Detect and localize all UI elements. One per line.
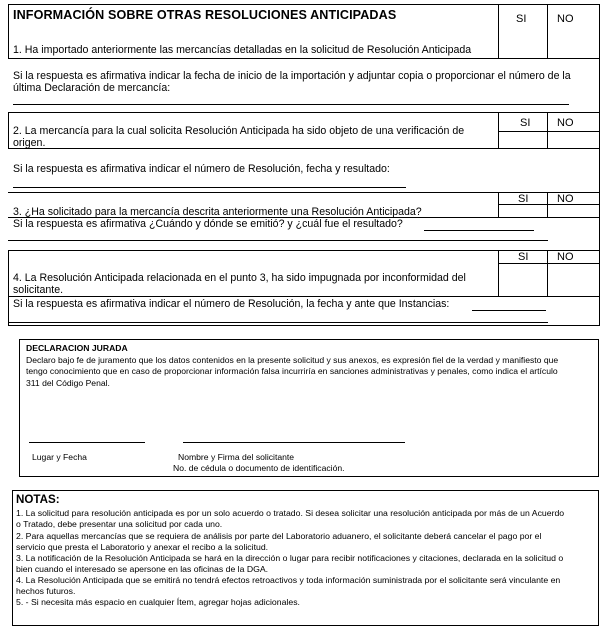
si-label-3[interactable]: SI [518, 193, 529, 205]
cedula-label: No. de cédula o documento de identificación. [173, 463, 345, 473]
answer-line-2[interactable] [13, 187, 406, 188]
answer-line-1[interactable] [13, 104, 569, 105]
answer-line-3a[interactable] [424, 230, 534, 231]
question-1-follow-up-2: última Declaración de mercancía: [13, 82, 171, 94]
answer-line-4a[interactable] [472, 310, 546, 311]
question-1-follow-up: Si la respuesta es afirmativa indicar la fecha de inicio de la importación y adjuntar copia o proporcionar el número de la [13, 70, 571, 82]
nota-line: 4. La Resolución Anticipada que se emitirá no tendrá efectos retroactivos y toda información suministrada por el solicitante será vinculante en [16, 575, 561, 585]
notas-title: NOTAS: [16, 493, 60, 506]
nota-line: 5. - Si necesita más espacio en cualquier Ítem, agregar hojas adicionales. [16, 597, 300, 607]
answer-line-3b[interactable] [8, 240, 548, 241]
si-header: SI [516, 13, 527, 25]
question-4-line-2: solicitante. [13, 284, 64, 296]
declaracion-text-2: tengo conocimiento que en caso de proporcionar información falsa incurriría en sanciones administrativas y penales, como indica el artículo [26, 366, 558, 376]
no-label-4[interactable]: NO [557, 251, 574, 263]
declaracion-text-3: 311 del Código Penal. [26, 378, 110, 388]
question-4: 4. La Resolución Anticipada relacionada en el punto 3, ha sido impugnada por inconformidad del [13, 272, 466, 284]
no-label-3[interactable]: NO [557, 193, 574, 205]
question-1: 1. Ha importado anteriormente las mercancías detalladas en la solicitud de Resolución Anticipada [13, 44, 472, 56]
nota-line: bien cuando el interesado se apersone en las oficinas de la DGA. [16, 564, 269, 574]
si-label-2[interactable]: SI [520, 117, 531, 129]
section-title: INFORMACIÓN SOBRE OTRAS RESOLUCIONES ANTICIPADAS [13, 8, 397, 22]
nota-line: hechos futuros. [16, 586, 76, 596]
declaracion-title: DECLARACION JURADA [26, 343, 128, 353]
nota-line: o Tratado, debe presentar una solicitud por cada uno. [16, 519, 223, 529]
answer-line-4b[interactable] [8, 322, 548, 323]
lugar-fecha-label: Lugar y Fecha [32, 452, 87, 462]
question-2-line-2: origen. [13, 137, 46, 149]
question-3: 3. ¿Ha solicitado para la mercancía descrita anteriormente una Resolución Anticipada? [13, 206, 422, 218]
question-3-follow-up: Si la respuesta es afirmativa ¿Cuándo y dónde se emitió? y ¿cuál fue el resultado? [13, 218, 403, 230]
nota-line: servicio que presta el Laboratorio y anexar el recibo a la solicitud. [16, 542, 269, 552]
no-header: NO [557, 13, 574, 25]
lugar-fecha-line[interactable] [29, 442, 145, 443]
no-label-2[interactable]: NO [557, 117, 574, 129]
question-2: 2. La mercancía para la cual solicita Resolución Anticipada ha sido objeto de una verificación de [13, 125, 465, 137]
firma-line[interactable] [183, 442, 405, 443]
question-2-follow-up: Si la respuesta es afirmativa indicar el número de Resolución, fecha y resultado: [13, 163, 390, 175]
nota-line: 1. La solicitud para resolución anticipada es por un solo acuerdo o tratado. Si desea solicitar una resolución anticipada por más de un Acuerdo [16, 508, 565, 518]
nota-line: 3. La notificación de la Resolución Anticipada se hará en la dirección o lugar para recibir notificaciones y citaciones, declarada en la solicitud o [16, 553, 564, 563]
question-4-follow-up: Si la respuesta es afirmativa indicar el número de Resolución, la fecha y ante que Instancias: [13, 298, 450, 310]
si-label-4[interactable]: SI [518, 251, 529, 263]
nota-line: 2. Para aquellas mercancías que se requiera de análisis por parte del Laboratorio aduanero, el solicitante deberá cancelar el pago por el [16, 531, 542, 541]
firma-label: Nombre y Firma del solicitante [178, 452, 295, 462]
declaracion-text-1: Declaro bajo fe de juramento que los datos contenidos en la presente solicitud y sus anexos, es expresión fiel de la verdad y manifiesto que [26, 355, 559, 365]
